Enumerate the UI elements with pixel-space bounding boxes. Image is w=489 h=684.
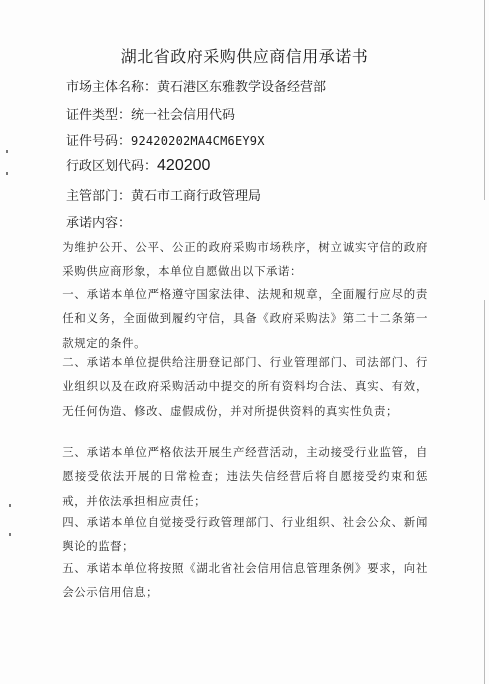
paragraph <box>36 235 428 284</box>
paragraph <box>36 510 428 559</box>
paragraph <box>36 350 428 423</box>
field-region-code <box>66 155 210 175</box>
field-authority <box>66 185 261 204</box>
scan-speck <box>9 504 11 507</box>
paragraph <box>36 440 428 513</box>
paragraph-text: 三、承诺本单位严格依法开展生产经营活动，主动接受行业监管，自愿接受依法开展的日常检查；违法失信经营后将自愿接受约束和惩戒，并依法承担相应责任； <box>62 445 428 508</box>
field-value: 黄石港区东雅教学设备经营部 <box>157 80 327 95</box>
field-label: 市场主体名称： <box>66 80 158 95</box>
scan-speck <box>6 172 8 175</box>
paragraph-text: 二、承诺本单位提供给注册登记部门、行业管理部门、司法部门、行业组织以及在政府采购活动中提交的所有资料均合法、真实、有效，无任何伪造、修改、虚假成份，并对所提供资料的真实性负责； <box>62 355 428 418</box>
paragraph-text: 四、承诺本单位自觉接受行政管理部门、行业组织、社会公众、新闻舆论的监督； <box>62 515 428 554</box>
field-label: 行政区划代码： <box>66 159 158 174</box>
paragraph <box>36 556 428 605</box>
paragraph <box>36 282 428 355</box>
page-edge-line <box>484 0 485 200</box>
document-title: 湖北省政府采购供应商信用承诺书 <box>120 47 369 66</box>
field-label: 证件类型： <box>66 108 132 123</box>
field-certificate-type <box>66 104 235 123</box>
scan-speck <box>6 150 8 153</box>
paragraph-text: 一、承诺本单位严格遵守国家法律、法规和规章，全面履行应尽的责任和义务，全面做到履约守信，具备《政府采购法》第二十二条第一款规定的条件。 <box>62 287 428 350</box>
field-label: 主管部门： <box>66 189 132 204</box>
field-value: 统一社会信用代码 <box>131 108 236 123</box>
field-value: 420200 <box>157 157 211 174</box>
field-label: 证件号码： <box>66 134 132 149</box>
paragraph-text: 五、承诺本单位将按照《湖北省社会信用信息管理条例》要求，向社会公示信用信息； <box>62 561 428 600</box>
scan-speck <box>9 533 11 536</box>
field-certificate-number <box>66 130 265 149</box>
commitment-heading: 承诺内容： <box>66 216 132 231</box>
field-value: 黄石市工商行政管理局 <box>131 189 262 204</box>
page-edge-line <box>484 300 485 684</box>
paragraph-text: 为维护公开、公平、公正的政府采购市场秩序，树立诚实守信的政府采购供应商形象，本单位自愿做出以下承诺： <box>62 240 428 279</box>
field-entity-name <box>66 76 326 95</box>
field-value: 92420202MA4CM6EY9X <box>131 134 265 148</box>
